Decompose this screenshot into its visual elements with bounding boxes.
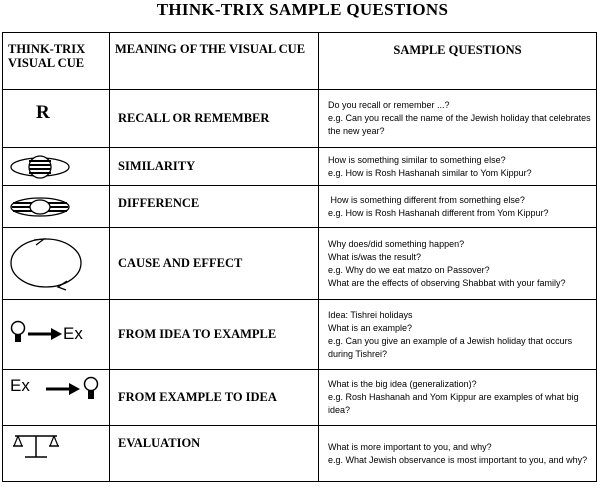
- meaning-cell: EVALUATION: [110, 426, 319, 482]
- question-line: e.g. What Jewish observance is most important to you, and why?: [328, 454, 588, 465]
- lightbulb-icon: [10, 320, 28, 346]
- question-line: What is/was the result?: [328, 251, 422, 262]
- table-row: [3, 300, 597, 370]
- difference-icon: [7, 192, 87, 222]
- cue-cell: [3, 90, 110, 148]
- header-visual-cue: THINK-TRIX VISUAL CUE: [3, 33, 110, 90]
- question-line: e.g. Rosh Hashanah and Yom Kippur are examples of what big idea?: [328, 392, 579, 415]
- arrow-right-icon: [45, 382, 81, 396]
- meaning-cell: SIMILARITY: [110, 148, 319, 186]
- question-line: e.g. Why do we eat matzo on Passover?: [328, 264, 490, 275]
- cue-cell: [3, 370, 110, 426]
- questions-cell: [319, 426, 597, 482]
- meaning-cell: CAUSE AND EFFECT: [110, 228, 319, 300]
- question-line: e.g. Can you recall the name of the Jewish holiday that celebrates the new year?: [328, 113, 591, 136]
- letter-r-icon: R: [36, 102, 50, 123]
- header-row: [3, 33, 597, 90]
- cue-cell: [3, 186, 110, 228]
- table-row: [3, 228, 597, 300]
- table-row: [3, 186, 597, 228]
- question-line: e.g. How is Rosh Hashanah different from Yom Kippur?: [328, 207, 549, 218]
- arrow-right-icon: [27, 327, 63, 341]
- question-line: e.g. Can you give an example of a Jewish holiday that occurs during Tishrei?: [328, 335, 573, 359]
- meaning-cell: FROM EXAMPLE TO IDEA: [110, 370, 319, 426]
- table-row: [3, 370, 597, 426]
- example-label: Ex: [63, 324, 83, 343]
- questions-cell: [319, 186, 597, 228]
- example-label: Ex: [10, 376, 30, 395]
- cue-cell: [3, 148, 110, 186]
- table-row: [3, 148, 597, 186]
- page-title: THINK-TRIX SAMPLE QUESTIONS: [156, 0, 449, 19]
- question-line: What is an example?: [328, 322, 413, 333]
- question-line: e.g. How is Rosh Hashanah similar to Yom Kippur?: [328, 167, 532, 178]
- cue-cell: [3, 426, 110, 482]
- cause-effect-cycle-icon: [7, 230, 97, 296]
- questions-cell: [319, 228, 597, 300]
- question-line: How is something similar to something else?: [328, 154, 506, 165]
- questions-cell: [319, 300, 597, 370]
- lightbulb-icon: [83, 376, 101, 404]
- cue-cell: [3, 228, 110, 300]
- meaning-cell: DIFFERENCE: [110, 186, 319, 228]
- questions-cell: [319, 370, 597, 426]
- table-row: [3, 90, 597, 148]
- question-line: Do you recall or remember ...?: [328, 100, 450, 110]
- question-line: What is the big idea (generalization)?: [328, 379, 477, 389]
- question-line: Idea: Tishrei holidays: [328, 309, 413, 320]
- header-sample-questions: SAMPLE QUESTIONS: [319, 33, 597, 90]
- question-line: Why does/did something happen?: [328, 238, 465, 249]
- question-line: What is more important to you, and why?: [328, 441, 492, 452]
- cue-cell: [3, 300, 110, 370]
- similarity-icon: [7, 152, 87, 182]
- header-meaning: MEANING OF THE VISUAL CUE: [110, 33, 319, 90]
- think-trix-table: [2, 32, 597, 482]
- meaning-cell: FROM IDEA TO EXAMPLE: [110, 300, 319, 370]
- question-line: How is something different from something else?: [328, 194, 525, 205]
- table-row: [3, 426, 597, 482]
- balance-scale-icon: [11, 430, 63, 466]
- questions-cell: [319, 90, 597, 148]
- question-line: What are the effects of observing Shabbat with your family?: [328, 277, 566, 288]
- questions-cell: [319, 148, 597, 186]
- meaning-cell: RECALL OR REMEMBER: [110, 90, 319, 148]
